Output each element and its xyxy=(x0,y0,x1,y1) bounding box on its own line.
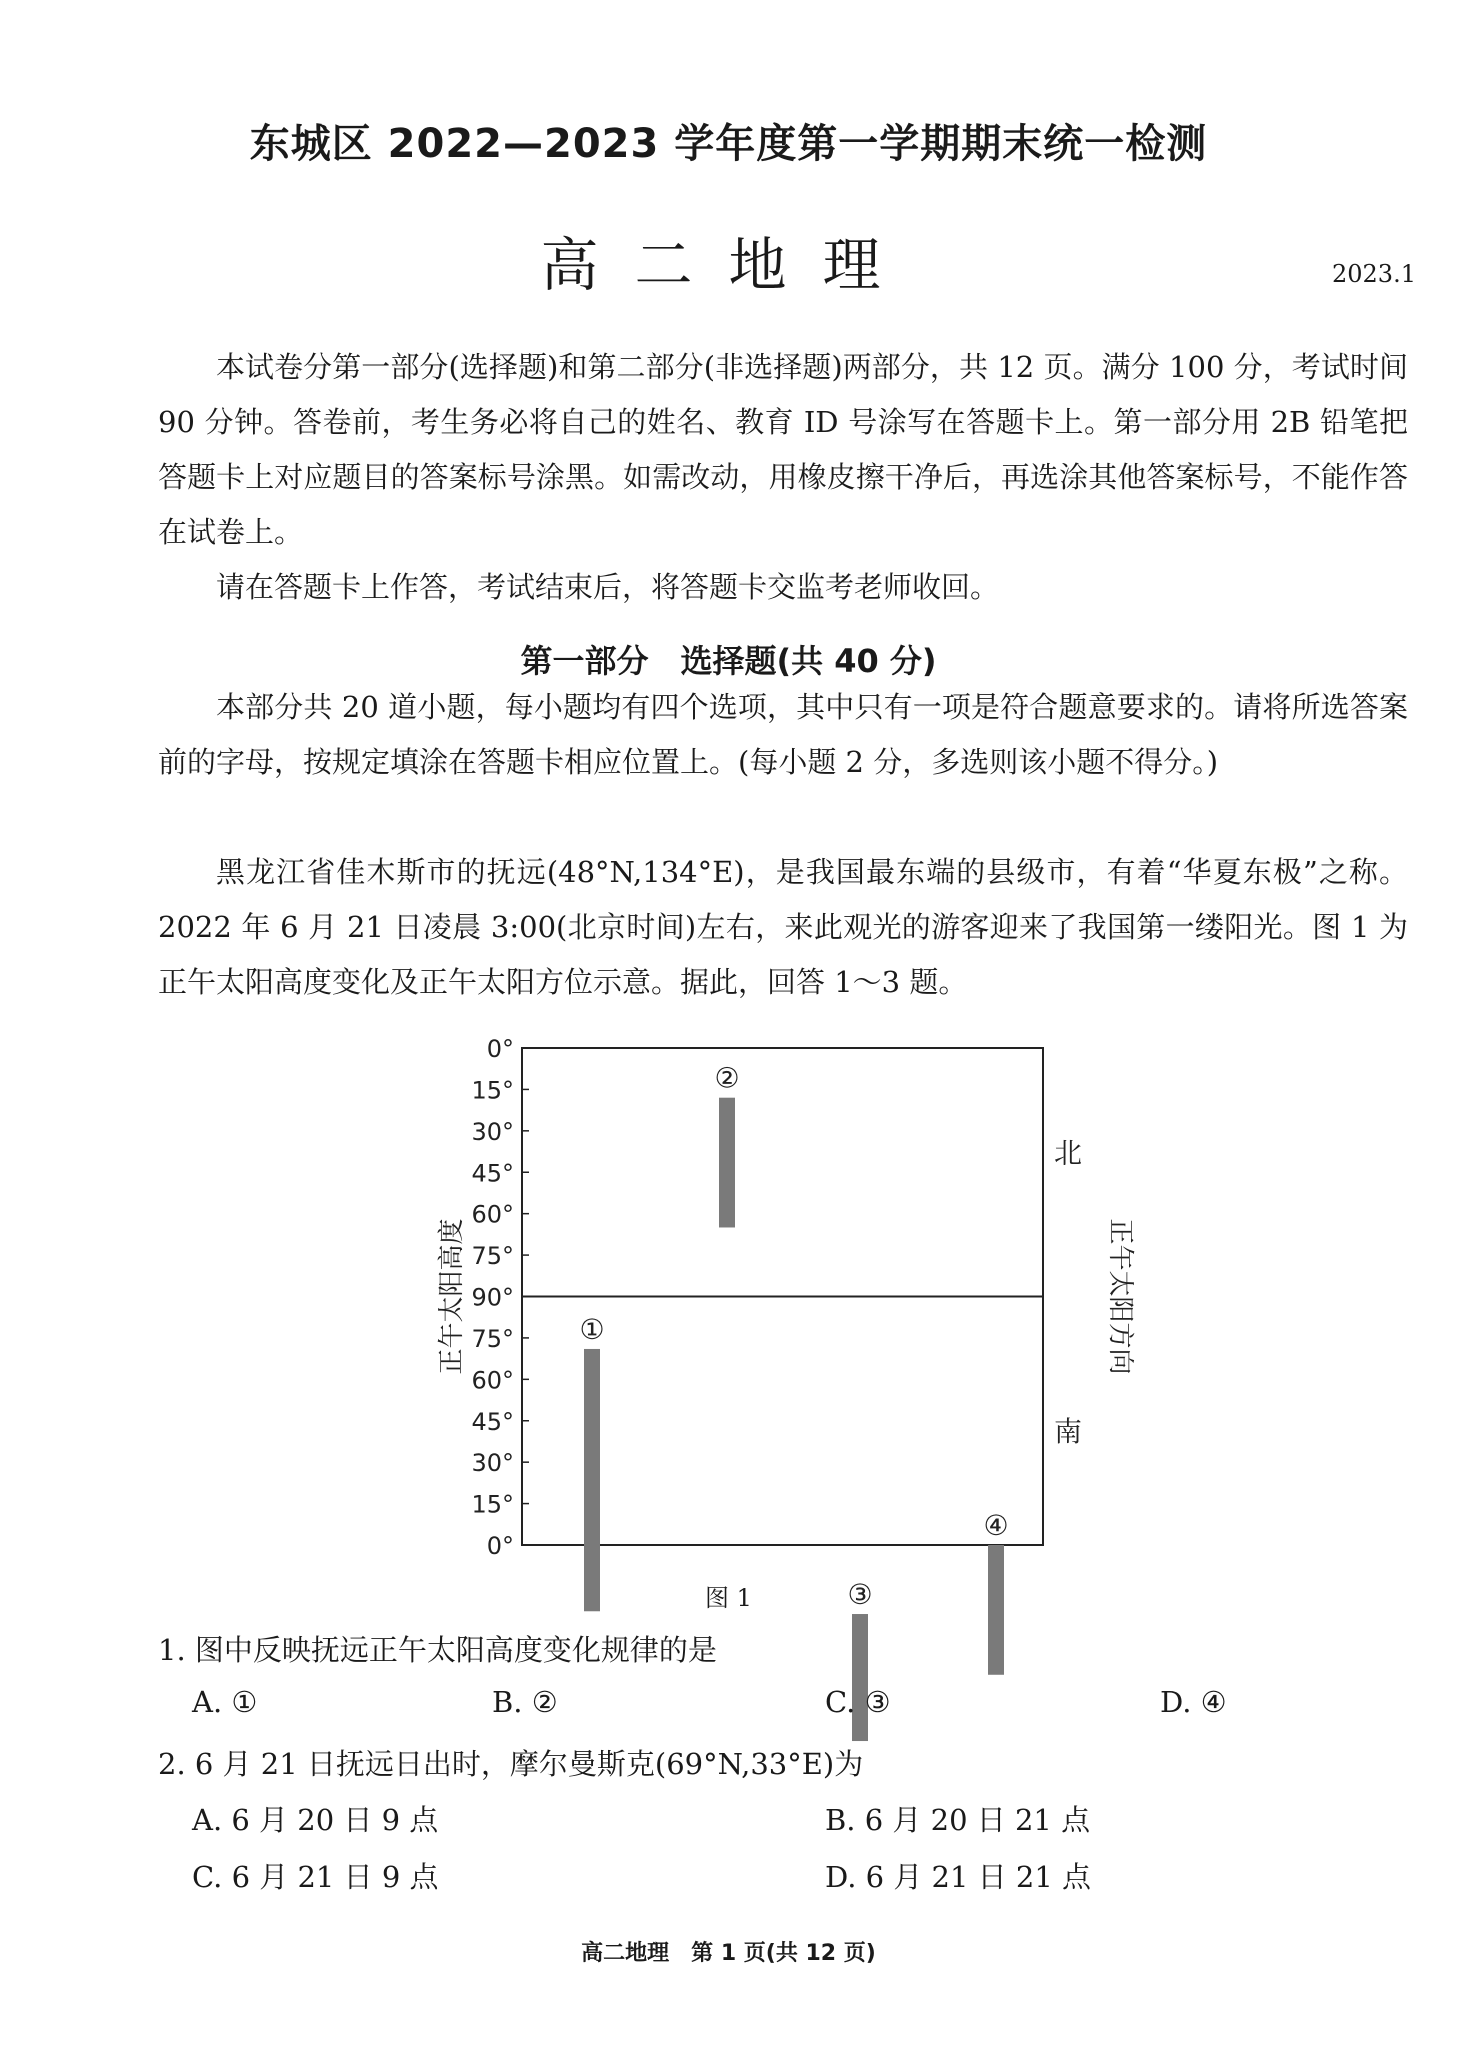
bar-label-2: ② xyxy=(714,1061,740,1095)
section-intro xyxy=(158,680,1408,790)
passage xyxy=(158,845,1408,1010)
north-label: 北 xyxy=(1053,1136,1083,1170)
bar-1 xyxy=(584,1349,600,1611)
bar-label-3: ③ xyxy=(847,1578,873,1612)
y-tick-label: 90° xyxy=(471,1283,514,1312)
section-heading: 第一部分 选择题(共 40 分) xyxy=(520,642,937,680)
bar-3 xyxy=(852,1614,868,1741)
q2-option-a: A. 6 月 20 日 9 点 xyxy=(192,1803,439,1837)
q1-option-a: A. ① xyxy=(192,1685,258,1719)
question-1-stem: 1. 图中反映抚远正午太阳高度变化规律的是 xyxy=(158,1633,717,1667)
instructions-paragraph-2: 请在答题卡上作答，考试结束后，将答题卡交监考老师收回。 xyxy=(216,570,1000,604)
y-axis-label-left: 正午太阳高度 xyxy=(437,1218,467,1375)
subject-title: 高二地理 xyxy=(540,231,917,299)
page-footer: 高二地理 第 1 页(共 12 页) xyxy=(581,1941,876,1966)
instructions xyxy=(158,340,1408,615)
q1-option-d: D. ④ xyxy=(1160,1685,1227,1719)
y-tick-label: 30° xyxy=(471,1117,514,1146)
y-tick-label: 45° xyxy=(471,1407,514,1436)
passage-text: 黑龙江省佳木斯市的抚远(48°N,134°E)，是我国最东端的县级市，有着“华夏东极”之称。2022 年 6 月 21 日凌晨 3:00(北京时间)左右，来此观光的游客迎来了我国第一缕阳光。图 1 为正午太阳高度变化及正午太阳方位示意。据此，回答 1～3 题。 xyxy=(158,855,1408,999)
y-tick-label: 0° xyxy=(486,1035,514,1063)
y-tick-label: 30° xyxy=(471,1449,514,1478)
y-tick-label: 60° xyxy=(471,1366,514,1395)
y-tick-label: 0° xyxy=(486,1532,514,1560)
instructions-paragraph-1: 本试卷分第一部分(选择题)和第二部分(非选择题)两部分，共 12 页。满分 100 分，考试时间 90 分钟。答卷前，考生务必将自己的姓名、教育 ID 号涂写在答题卡上。第一部分用 2B 铅笔把答题卡上对应题目的答案标号涂黑。如需改动，用橡皮擦干净后，再选涂其他答案标号，不能作答在试卷上。 xyxy=(158,350,1408,549)
section-intro-text: 本部分共 20 道小题，每小题均有四个选项，其中只有一项是符合题意要求的。请将所选答案前的字母，按规定填涂在答题卡相应位置上。(每小题 2 分，多选则该小题不得分。) xyxy=(158,690,1408,779)
south-label: 南 xyxy=(1053,1414,1083,1448)
bar-label-1: ① xyxy=(579,1312,605,1346)
bar-label-4: ④ xyxy=(983,1509,1009,1542)
q1-option-b: B. ② xyxy=(492,1685,558,1719)
q2-option-c: C. 6 月 21 日 9 点 xyxy=(192,1860,439,1894)
q2-option-b: B. 6 月 20 日 21 点 xyxy=(825,1803,1091,1837)
y-tick-label: 15° xyxy=(471,1490,514,1519)
y-tick-label: 15° xyxy=(471,1076,514,1105)
y-tick-label: 60° xyxy=(471,1200,514,1229)
y-tick-label: 45° xyxy=(471,1159,514,1188)
bar-2 xyxy=(719,1098,735,1228)
q1-option-c: C. ③ xyxy=(825,1685,891,1719)
y-tick-label: 75° xyxy=(471,1324,514,1353)
question-2-stem: 2. 6 月 21 日抚远日出时，摩尔曼斯克(69°N,33°E)为 xyxy=(158,1747,864,1781)
y-tick-label: 75° xyxy=(471,1242,514,1271)
q2-option-d: D. 6 月 21 日 21 点 xyxy=(825,1860,1091,1894)
figure-caption: 图 1 xyxy=(705,1584,752,1612)
exam-date: 2023.1 xyxy=(1332,260,1416,288)
exam-title: 东城区 2022—2023 学年度第一学期期末统一检测 xyxy=(249,121,1208,167)
y-axis-label-right: 正午太阳方向 xyxy=(1105,1218,1135,1375)
